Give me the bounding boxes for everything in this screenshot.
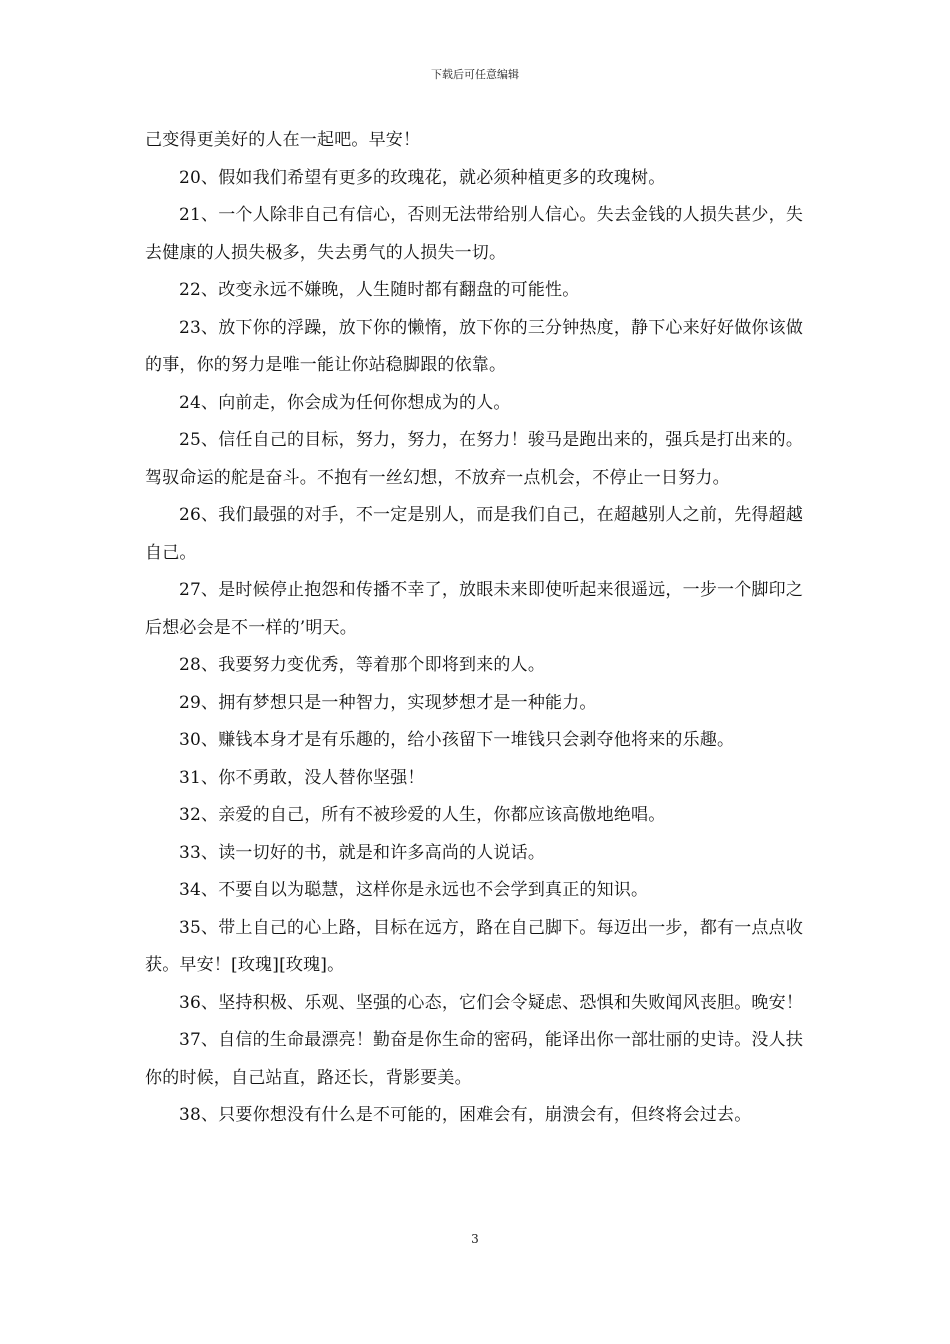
paragraph: 33、读一切好的书，就是和许多高尚的人说话。 [179,842,546,863]
paragraph: 26、我们最强的对手，不一定是别人，而是我们自己，在超越别人之前，先得超越自己。 [145,505,804,563]
paragraph: 35、带上自己的心上路，目标在远方，路在自己脚下。每迈出一步，都有一点点收获。早安！[玫瑰][玫瑰]。 [145,917,804,975]
paragraph: 己变得更美好的人在一起吧。早安！ [145,130,421,150]
paragraph: 34、不要自以为聪慧，这样你是永远也不会学到真正的知识。 [179,880,649,900]
paragraph: 30、赚钱本身才是有乐趣的，给小孩留下一堆钱只会剥夺他将来的乐趣。 [179,730,735,750]
paragraph: 29、拥有梦想只是一种智力，实现梦想才是一种能力。 [179,692,597,713]
paragraph: 25、信任自己的目标，努力，努力，在努力！骏马是跑出来的，强兵是打出来的。驾驭命运的舵是奋斗。不抱有一丝幻想，不放弃一点机会，不停止一日努力。 [145,430,804,488]
paragraph: 31、你不勇敢，没人替你坚强！ [179,767,425,788]
paragraph: 23、放下你的浮躁，放下你的懒惰，放下你的三分钟热度，静下心来好好做你该做的事，你的努力是唯一能让你站稳脚跟的依靠。 [145,317,804,375]
paragraph: 24、向前走，你会成为任何你想成为的人。 [179,392,511,413]
paragraph: 27、是时候停止抱怨和传播不幸了，放眼未来即使听起来很遥远，一步一个脚印之后想必会是不一样的’明天。 [145,580,804,638]
page-number: 3 [471,1232,479,1246]
paragraph: 36、坚持积极、乐观、坚强的心态，它们会令疑虑、恐惧和失败闻风丧胆。晚安！ [179,992,804,1013]
paragraph: 21、一个人除非自己有信心，否则无法带给别人信心。失去金钱的人损失甚少，失去健康的人损失极多，失去勇气的人损失一切。 [145,205,804,263]
paragraph: 22、改变永远不嫌晚，人生随时都有翻盘的可能性。 [179,280,580,300]
page-header: 下载后可任意编辑 [431,68,519,81]
paragraph: 38、只要你想没有什么是不可能的，困难会有，崩溃会有，但终将会过去。 [179,1105,752,1125]
paragraph: 28、我要努力变优秀，等着那个即将到来的人。 [179,655,546,675]
paragraph: 32、亲爱的自己，所有不被珍爱的人生，你都应该高傲地绝唱。 [179,805,666,825]
document-body [145,122,815,1135]
paragraph: 37、自信的生命最漂亮！勤奋是你生命的密码，能译出你一部壮丽的史诗。没人扶你的时候，自己站直，路还长，背影要美。 [145,1030,804,1088]
paragraph: 20、假如我们希望有更多的玫瑰花，就必须种植更多的玫瑰树。 [179,167,666,188]
